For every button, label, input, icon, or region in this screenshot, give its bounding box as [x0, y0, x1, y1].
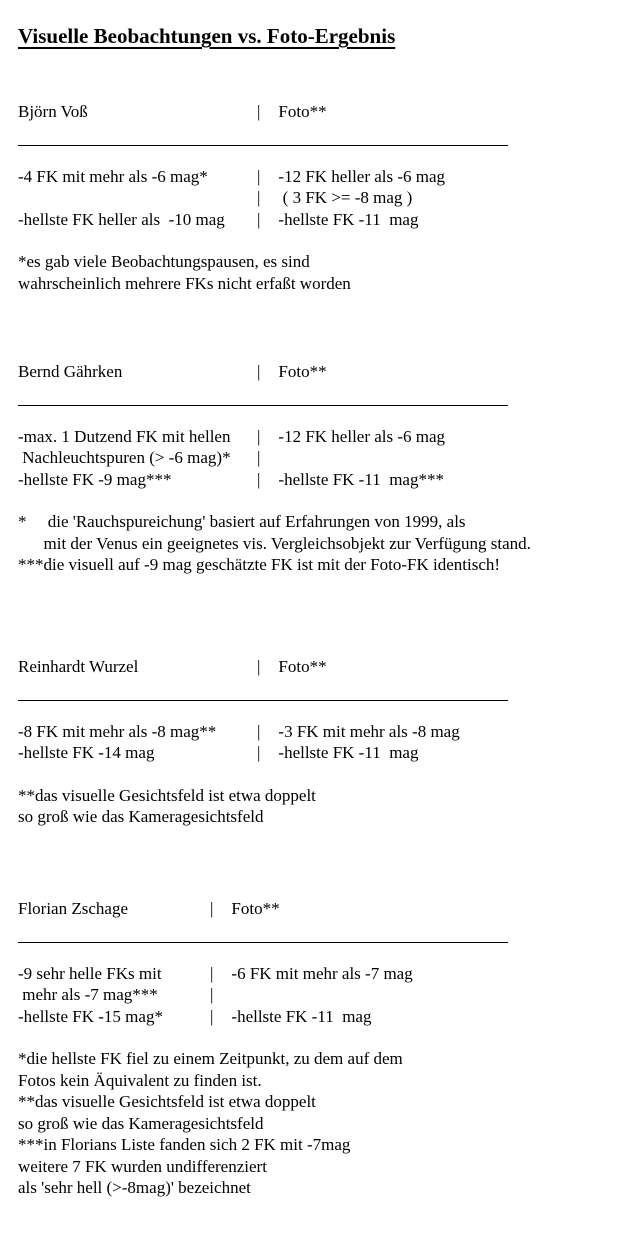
footnote-line: mit der Venus ein geeignetes vis. Vergleichsobjekt zur Verfügung stand.: [18, 533, 531, 553]
comparison-row: [18, 721, 618, 743]
observer-name: Bernd Gährken: [18, 362, 123, 381]
column-separator: |: [210, 963, 214, 983]
divider-line: [18, 405, 508, 406]
comparison-rows: [18, 721, 618, 764]
visual-observation-cell: -hellste FK -9 mag***: [18, 469, 172, 489]
section-reinhardt-wurzel: [18, 656, 618, 828]
photo-result-cell: -6 FK mit mehr als -7 mag: [231, 963, 413, 983]
photo-column-label: Foto**: [278, 657, 327, 676]
column-separator: |: [210, 985, 214, 1004]
footnote-line: wahrscheinlich mehrere FKs nicht erfaßt worden: [18, 273, 351, 293]
visual-observation-cell: -hellste FK -14 mag: [18, 743, 155, 762]
footnote-line: * die 'Rauchspureichung' basiert auf Erfahrungen von 1999, als: [18, 512, 466, 531]
column-separator: |: [257, 743, 261, 762]
column-separator: |: [210, 1006, 214, 1026]
comparison-row: [18, 166, 618, 188]
photo-result-cell: -hellste FK -11 mag***: [278, 469, 444, 489]
section-bjoern-voss: [18, 101, 618, 294]
comparison-rows: [18, 426, 618, 491]
footnote-line: weitere 7 FK wurden undifferenziert: [18, 1156, 267, 1176]
column-separator: |: [257, 362, 261, 381]
column-separator: |: [257, 426, 261, 446]
visual-observation-cell: -4 FK mit mehr als -6 mag*: [18, 166, 208, 186]
column-separator: |: [257, 469, 261, 489]
divider-line: [18, 942, 508, 943]
section-header: [18, 101, 618, 123]
photo-result-cell: -hellste FK -11 mag: [231, 1006, 372, 1026]
footnote-line: **das visuelle Gesichtsfeld ist etwa doppelt: [18, 1092, 316, 1111]
comparison-row: [18, 426, 618, 448]
comparison-row: [18, 963, 618, 985]
photo-column-label: Foto**: [278, 102, 327, 121]
visual-observation-cell: -hellste FK heller als -10 mag: [18, 209, 225, 229]
visual-observation-cell: -8 FK mit mehr als -8 mag**: [18, 721, 217, 741]
photo-result-cell: -hellste FK -11 mag: [278, 743, 419, 762]
column-separator: |: [210, 899, 214, 918]
footnote-line: so groß wie das Kameragesichtsfeld: [18, 1113, 264, 1133]
photo-result-cell: -hellste FK -11 mag: [278, 209, 419, 229]
observer-name: Reinhardt Wurzel: [18, 657, 139, 676]
observer-name: Florian Zschage: [18, 899, 128, 918]
comparison-row: [18, 1006, 618, 1028]
comparison-row: [18, 469, 618, 491]
observer-name: Björn Voß: [18, 102, 88, 121]
footnote-line: **das visuelle Gesichtsfeld ist etwa doppelt: [18, 785, 316, 805]
column-separator: |: [257, 721, 261, 741]
comparison-rows: [18, 963, 618, 1028]
column-separator: |: [257, 166, 261, 186]
footnote-line: so groß wie das Kameragesichtsfeld: [18, 807, 264, 826]
footnote-line: ***in Florians Liste fanden sich 2 FK mit -7mag: [18, 1135, 351, 1154]
visual-observation-cell: -max. 1 Dutzend FK mit hellen: [18, 426, 231, 446]
comparison-row: [18, 742, 618, 764]
visual-observation-cell: -hellste FK -15 mag*: [18, 1006, 163, 1026]
footnotes: [18, 511, 618, 576]
section-header: [18, 656, 618, 678]
photo-result-cell: -12 FK heller als -6 mag: [278, 166, 446, 186]
comparison-row: [18, 984, 618, 1006]
footnote-line: *es gab viele Beobachtungspausen, es sind: [18, 252, 310, 271]
comparison-row: [18, 209, 618, 231]
section-florian-zschage: [18, 898, 618, 1199]
photo-column-label: Foto**: [231, 899, 280, 918]
photo-result-cell: -12 FK heller als -6 mag: [278, 426, 446, 446]
visual-observation-cell: Nachleuchtspuren (> -6 mag)*: [18, 448, 231, 467]
section-header: [18, 898, 618, 920]
photo-result-cell: ( 3 FK >= -8 mag ): [278, 188, 413, 207]
column-separator: |: [257, 188, 261, 207]
page-title: Visuelle Beobachtungen vs. Foto-Ergebnis: [18, 24, 396, 48]
divider-line: [18, 145, 508, 146]
footnotes: [18, 1048, 618, 1199]
comparison-row: [18, 187, 618, 209]
section-bernd-gaehrken: [18, 361, 618, 576]
photo-result-cell: -3 FK mit mehr als -8 mag: [278, 721, 460, 741]
divider-line: [18, 700, 508, 701]
visual-observation-cell: mehr als -7 mag***: [18, 985, 158, 1004]
footnote-line: Fotos kein Äquivalent zu finden ist.: [18, 1070, 262, 1090]
column-separator: |: [257, 209, 261, 229]
comparison-rows: [18, 166, 618, 231]
column-separator: |: [257, 102, 261, 121]
footnote-line: als 'sehr hell (>-8mag)' bezeichnet: [18, 1178, 251, 1197]
footnotes: [18, 785, 618, 828]
footnote-line: ***die visuell auf -9 mag geschätzte FK ist mit der Foto-FK identisch!: [18, 555, 501, 574]
footnotes: [18, 251, 618, 294]
section-header: [18, 361, 618, 383]
column-separator: |: [257, 657, 261, 676]
column-separator: |: [257, 448, 261, 467]
visual-observation-cell: -9 sehr helle FKs mit: [18, 963, 162, 983]
photo-column-label: Foto**: [278, 362, 327, 381]
footnote-line: *die hellste FK fiel zu einem Zeitpunkt, zu dem auf dem: [18, 1049, 403, 1068]
comparison-row: [18, 447, 618, 469]
